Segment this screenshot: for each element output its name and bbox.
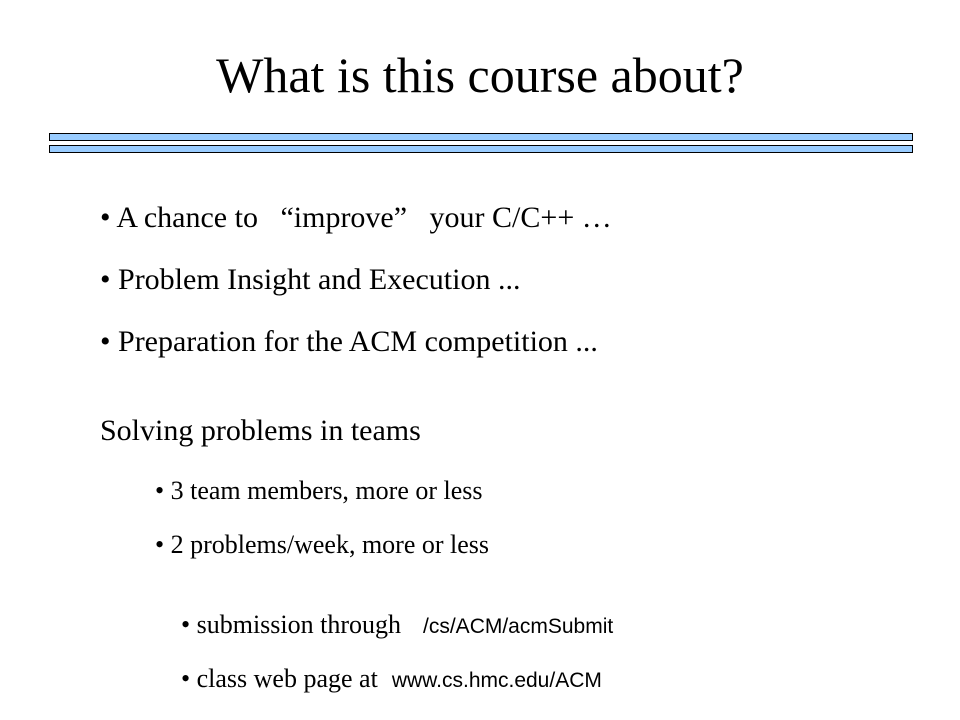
slide-title: What is this course about? (216, 47, 744, 103)
web-page-url: www.cs.hmc.edu/ACM (391, 669, 602, 692)
sub-bullet-web-page (155, 640, 602, 718)
title-divider-top (49, 133, 913, 141)
submission-label: • submission through (181, 610, 402, 639)
sub-bullet-problems-per-week: • 2 problems/week, more or less (155, 530, 490, 559)
section-heading: Solving problems in teams (100, 414, 421, 447)
title-divider-bottom (49, 145, 913, 153)
bullet-improve-cpp: • A chance to “improve” your C/C++ … (100, 201, 612, 234)
bullet-acm-preparation: • Preparation for the ACM competition ... (100, 325, 598, 358)
submission-path: /cs/ACM/acmSubmit (423, 615, 614, 638)
web-page-label: • class web page at (181, 664, 378, 693)
sub-bullet-team-members: • 3 team members, more or less (155, 476, 483, 505)
bullet-problem-insight: • Problem Insight and Execution ... (100, 263, 521, 296)
